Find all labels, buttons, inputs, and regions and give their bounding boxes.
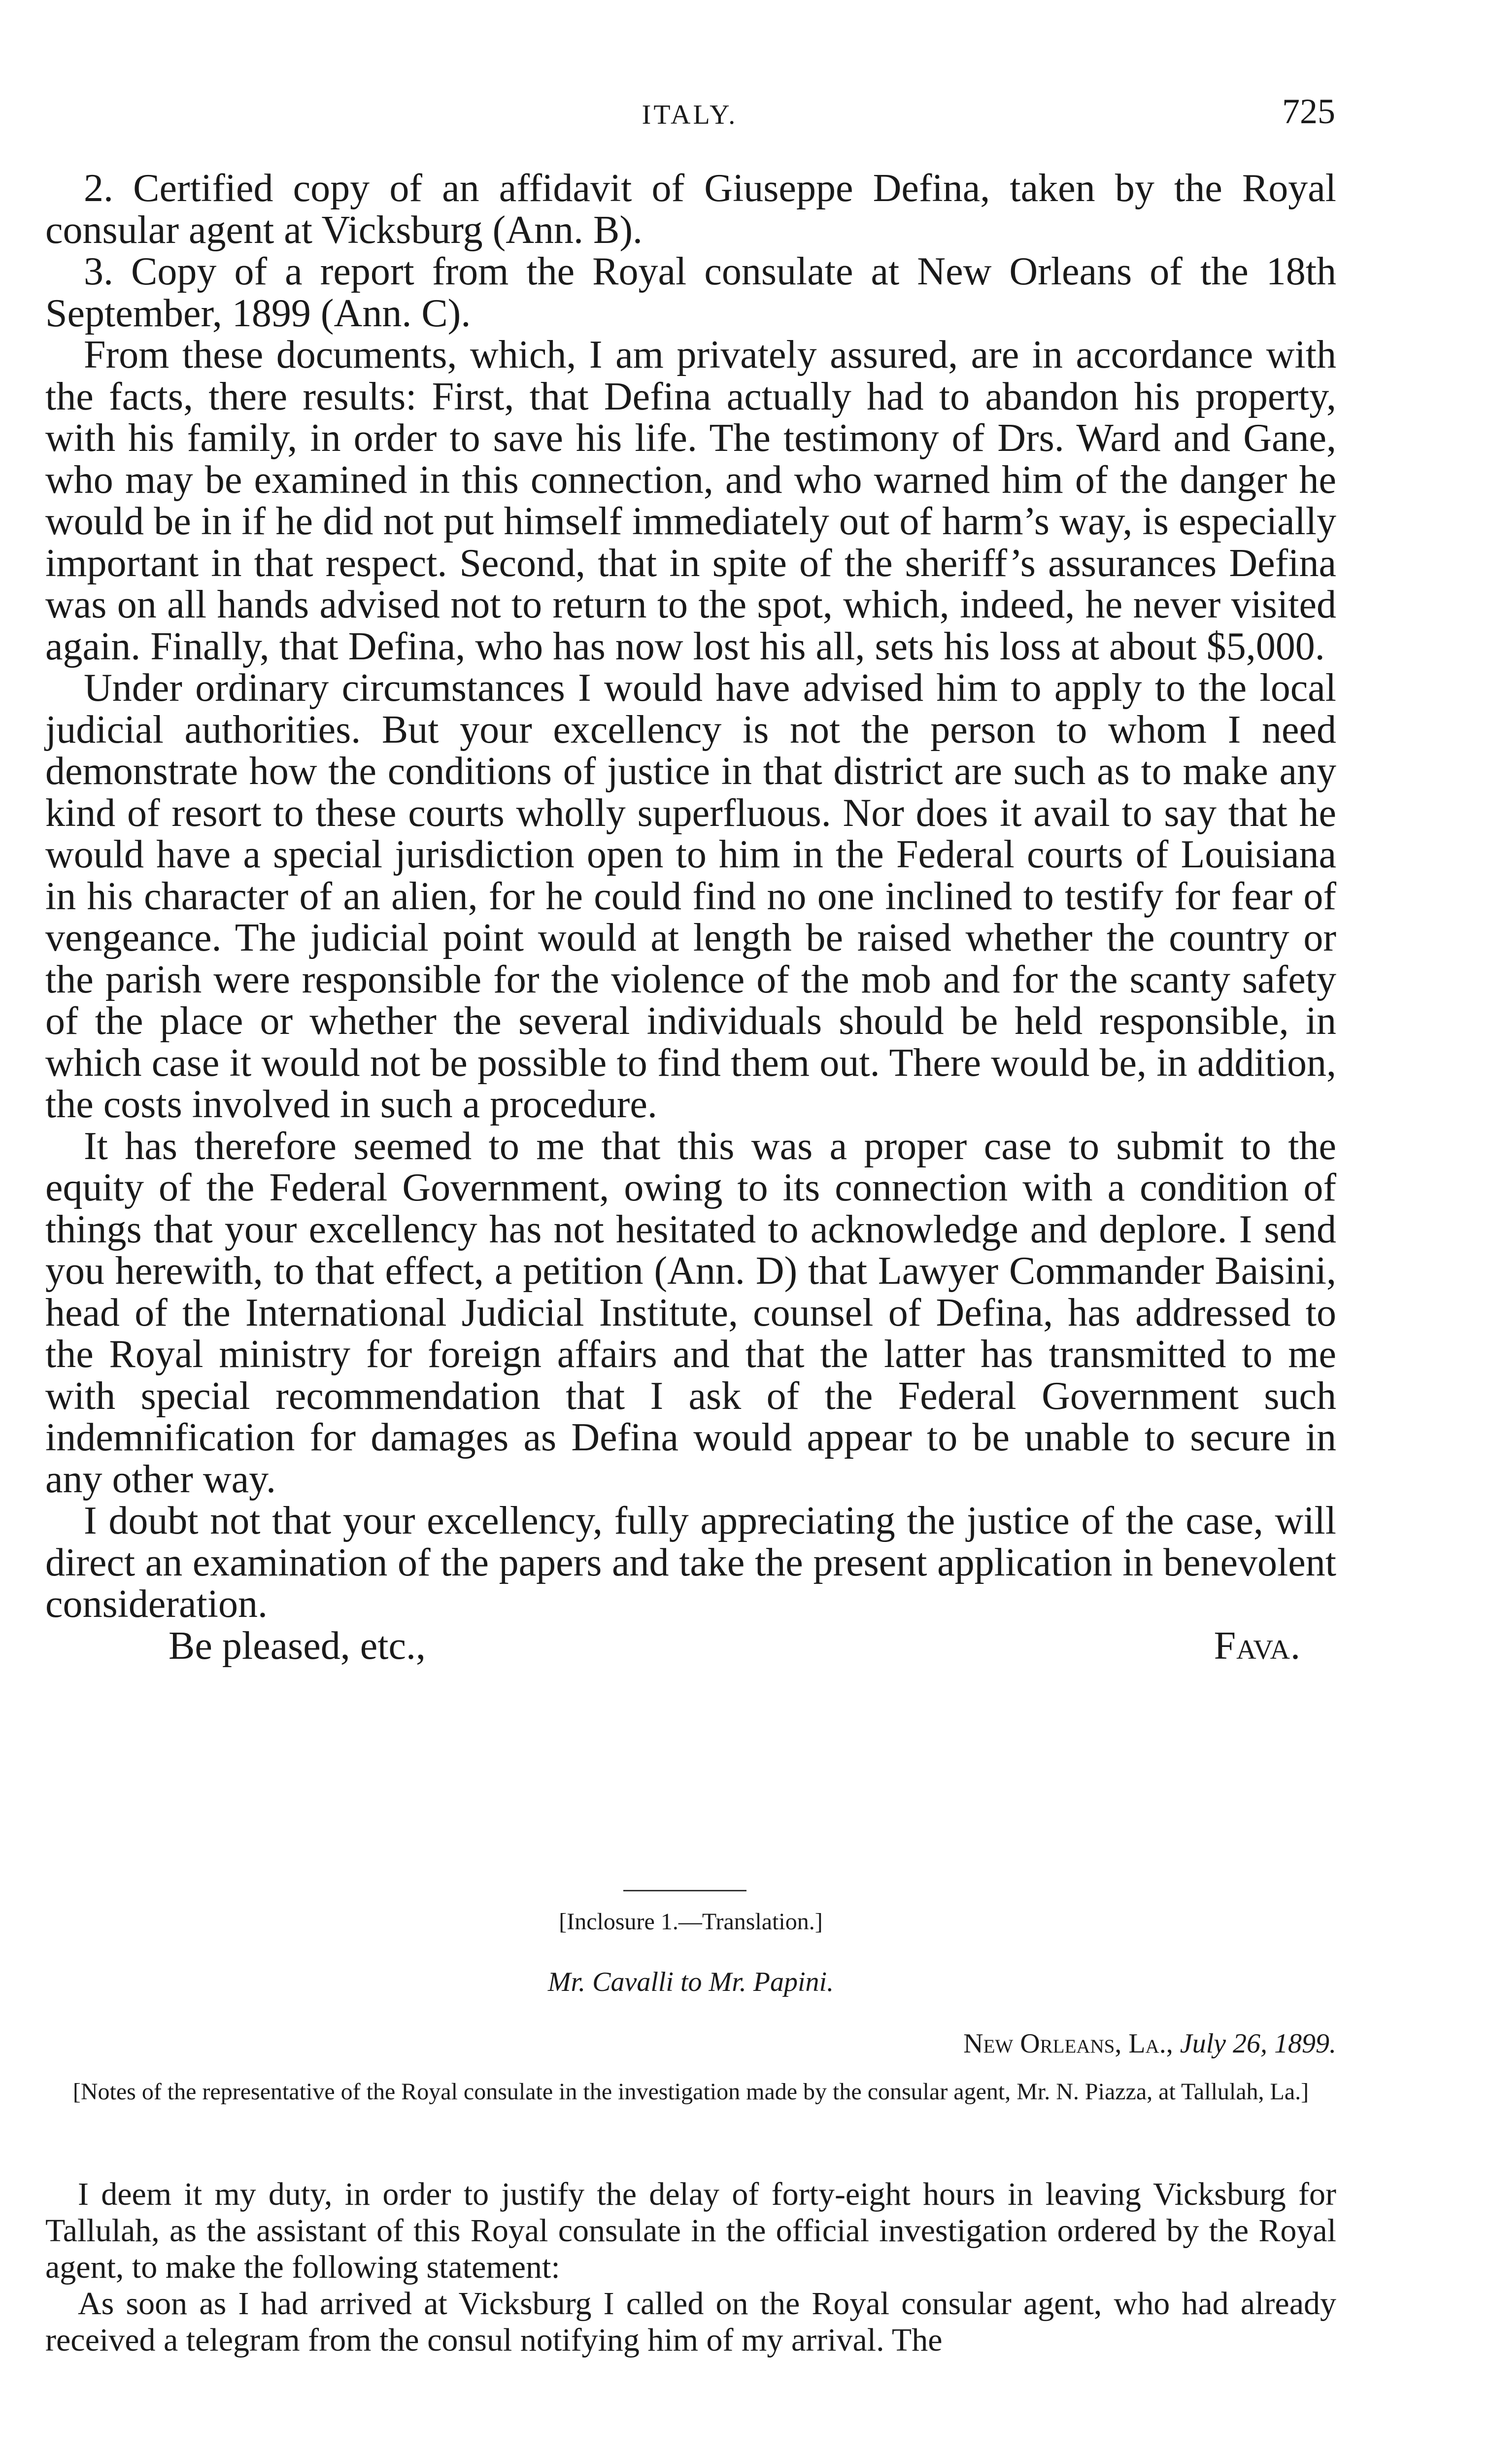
page-number: 725 [1282, 92, 1335, 131]
inclosure-label: [Inclosure 1.—Translation.] [559, 1909, 823, 1935]
body-paragraph: It has therefore seemed to me that this was a proper case to submit to the equity of the Federal Government, owing to its connection with a condition of things that your excellency has not hesitated to acknowledge and deplore. I send you herewith, to that effect, a petition (Ann. D) that Lawyer Commander Baisini, head of the International Judicial Institute, counsel of Defina, has addressed to the Royal ministry for foreign affairs and that the latter has transmitted to me with special recommendation that I ask of the Federal Government such indemnification for damages as Defina would appear to be unable to secure in any other way. [45, 1124, 1336, 1501]
editorial-note: [Notes of the representative of the Royal consulate in the investigation made by the consular agent, Mr. N. Piazza, at Tallulah, La.] [72, 2079, 1309, 2105]
dateline-place: New Orleans, La., [963, 2028, 1173, 2059]
dateline [963, 2028, 1336, 2059]
body-paragraph: Under ordinary circumstances I would have advised him to apply to the local judicial authorities. But your excellency is not the person to whom I need demonstrate how the conditions of justice in that district are such as to make any kind of resort to these courts wholly superfluous. Nor does it avail to say that he would have a special jurisdiction open to him in the Federal courts of Louisiana in his character of an alien, for he could find no one inclined to testify for fear of vengeance. The judicial point would at length be raised whether the country or the parish were responsible for the violence of the mob and for the scanty safety of the place or whether the several individuals should be held responsible, in which case it would not be possible to find them out. There would be, in addition, the costs involved in such a procedure. [45, 666, 1336, 1126]
statement-body [45, 2176, 1336, 2359]
signature: Fava. [1214, 1624, 1301, 1668]
closing-line: Be pleased, etc., [169, 1624, 426, 1668]
dateline-date: July 26, 1899. [1180, 2028, 1336, 2059]
letter-heading: Mr. Cavalli to Mr. Papini. [547, 1967, 834, 1997]
statement-paragraph: I deem it my duty, in order to justify the delay of forty-eight hours in leaving Vicksburg for Tallulah, as the assistant of this Royal consulate in the official investigation ordered by the Royal agent, to make the following statement: [45, 2176, 1336, 2285]
section-divider [623, 1890, 746, 1891]
page-header [44, 91, 1335, 136]
body-paragraph: I doubt not that your excellency, fully appreciating the justice of the case, will direct an examination of the papers and take the present application in benevolent consideration. [45, 1499, 1336, 1626]
body-paragraph: 3. Copy of a report from the Royal consulate at New Orleans of the 18th September, 1899 (Ann. C). [45, 250, 1336, 335]
signoff [45, 1625, 1336, 1667]
body-paragraph: From these documents, which, I am privately assured, are in accordance with the facts, there results: First, that Defina actually had to abandon his property, with his family, in order to save his life. The testimony of Drs. Ward and Gane, who may be examined in this connection, and who warned him of the danger he would be in if he did not put himself immediately out of harm’s way, is especially important in that respect. Second, that in spite of the sheriff’s assurances Defina was on all hands advised not to return to the spot, which, indeed, he never visited again. Finally, that Defina, who has now lost his all, sets his loss at about $5,000. [45, 333, 1336, 668]
letter-body [45, 168, 1336, 1667]
body-paragraph: 2. Certified copy of an affidavit of Giuseppe Defina, taken by the Royal consular agent at Vicksburg (Ann. B). [45, 167, 1336, 252]
statement-paragraph: As soon as I had arrived at Vicksburg I called on the Royal consular agent, who had already received a telegram from the consul notifying him of my arrival. The [45, 2286, 1336, 2358]
running-head: ITALY. [642, 100, 738, 130]
